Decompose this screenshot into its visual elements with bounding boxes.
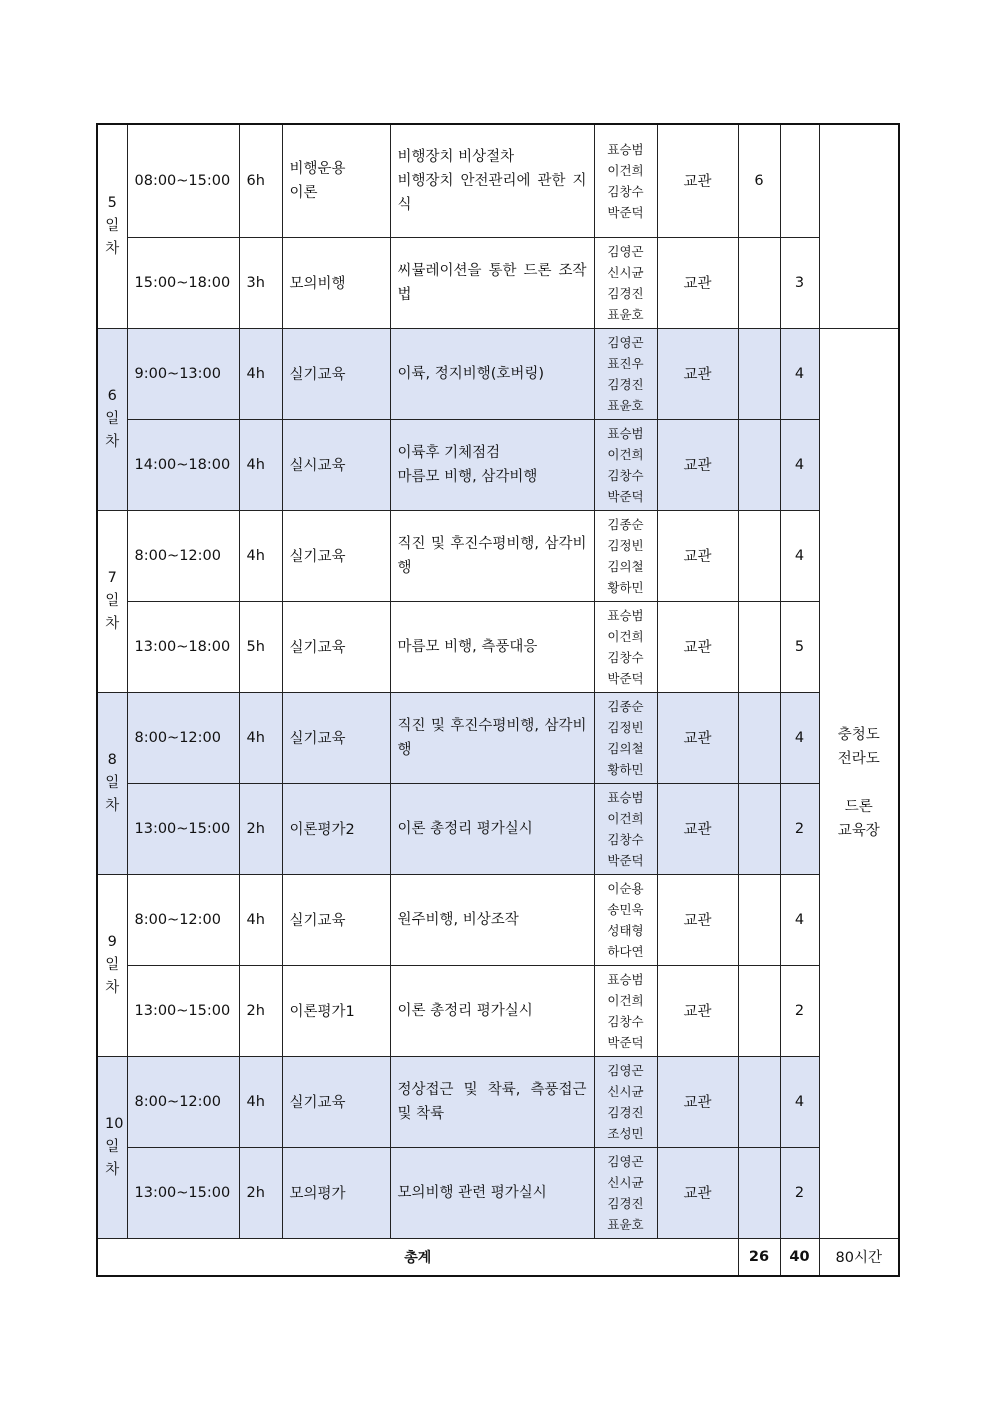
theory-hours-cell: [738, 1056, 780, 1147]
instructors-cell: 김영곤 신시균 김경진 표윤호: [594, 1147, 657, 1238]
description-cell: 비행장치 비상절차 비행장치 안전관리에 관한 지식: [390, 124, 594, 237]
subject-cell: 실시교육: [282, 419, 390, 510]
training-schedule-table: [96, 123, 900, 1277]
time-cell: 8:00~12:00: [127, 874, 239, 965]
subject-cell: 실기교육: [282, 692, 390, 783]
theory-hours-cell: [738, 874, 780, 965]
description-cell: 마름모 비행, 측풍대응: [390, 601, 594, 692]
practice-hours-cell: 4: [780, 419, 819, 510]
class-cell: 교관: [657, 124, 738, 237]
subject-cell: 이론평가1: [282, 965, 390, 1056]
table-row: [97, 419, 899, 510]
practice-hours-cell: 4: [780, 692, 819, 783]
practice-hours-cell: 2: [780, 1147, 819, 1238]
theory-hours-cell: [738, 1147, 780, 1238]
theory-hours-cell: 6: [738, 124, 780, 237]
total-theory-hours: 26: [738, 1238, 780, 1276]
day-label: 9일 차: [97, 874, 127, 1056]
hours-cell: 4h: [239, 1056, 282, 1147]
description-cell: 이륙, 정지비행(호버링): [390, 328, 594, 419]
instructors-cell: 김영곤 표진우 김경진 표윤호: [594, 328, 657, 419]
class-cell: 교관: [657, 237, 738, 328]
time-cell: 13:00~15:00: [127, 1147, 239, 1238]
practice-hours-cell: 2: [780, 783, 819, 874]
table-row: [97, 874, 899, 965]
hours-cell: 5h: [239, 601, 282, 692]
class-cell: 교관: [657, 601, 738, 692]
hours-cell: 2h: [239, 783, 282, 874]
practice-hours-cell: 3: [780, 237, 819, 328]
description-cell: 모의비행 관련 평가실시: [390, 1147, 594, 1238]
table-row: [97, 1056, 899, 1147]
hours-cell: 4h: [239, 419, 282, 510]
practice-hours-cell: 2: [780, 965, 819, 1056]
class-cell: 교관: [657, 1056, 738, 1147]
hours-cell: 4h: [239, 874, 282, 965]
theory-hours-cell: [738, 783, 780, 874]
time-cell: 08:00~15:00: [127, 124, 239, 237]
subject-cell: 실기교육: [282, 1056, 390, 1147]
table-row: [97, 237, 899, 328]
time-cell: 13:00~18:00: [127, 601, 239, 692]
description-cell: 직진 및 후진수평비행, 삼각비행: [390, 692, 594, 783]
table-row: [97, 601, 899, 692]
table-row: [97, 1147, 899, 1238]
class-cell: 교관: [657, 783, 738, 874]
theory-hours-cell: [738, 510, 780, 601]
hours-cell: 6h: [239, 124, 282, 237]
subject-cell: 이론평가2: [282, 783, 390, 874]
instructors-cell: 표승범 이건희 김창수 박준덕: [594, 601, 657, 692]
time-cell: 8:00~12:00: [127, 1056, 239, 1147]
time-cell: 8:00~12:00: [127, 510, 239, 601]
class-cell: 교관: [657, 419, 738, 510]
theory-hours-cell: [738, 237, 780, 328]
total-row: [97, 1238, 899, 1276]
class-cell: 교관: [657, 874, 738, 965]
hours-cell: 4h: [239, 328, 282, 419]
class-cell: 교관: [657, 1147, 738, 1238]
total-hours: 80시간: [819, 1238, 899, 1276]
table-row: [97, 510, 899, 601]
class-cell: 교관: [657, 965, 738, 1056]
practice-hours-cell: 4: [780, 874, 819, 965]
theory-hours-cell: [738, 419, 780, 510]
instructors-cell: 이순용 송민욱 성태형 하다연: [594, 874, 657, 965]
class-cell: 교관: [657, 510, 738, 601]
hours-cell: 4h: [239, 692, 282, 783]
description-cell: 이론 총정리 평가실시: [390, 965, 594, 1056]
subject-cell: 실기교육: [282, 874, 390, 965]
theory-hours-cell: [738, 328, 780, 419]
total-label: 총계: [97, 1238, 738, 1276]
instructors-cell: 김종순 김정빈 김의철 황하민: [594, 692, 657, 783]
hours-cell: 4h: [239, 510, 282, 601]
instructors-cell: 표승범 이건희 김창수 박준덕: [594, 124, 657, 237]
subject-cell: 모의비행: [282, 237, 390, 328]
subject-cell: 실기교육: [282, 328, 390, 419]
theory-hours-cell: [738, 692, 780, 783]
practice-hours-cell: 4: [780, 328, 819, 419]
instructors-cell: 표승범 이건희 김창수 박준덕: [594, 419, 657, 510]
description-cell: 정상접근 및 착륙, 측풍접근 및 착륙: [390, 1056, 594, 1147]
instructors-cell: 김종순 김정빈 김의철 황하민: [594, 510, 657, 601]
description-cell: 원주비행, 비상조작: [390, 874, 594, 965]
table-row: [97, 692, 899, 783]
hours-cell: 2h: [239, 965, 282, 1056]
time-cell: 15:00~18:00: [127, 237, 239, 328]
hours-cell: 2h: [239, 1147, 282, 1238]
time-cell: 13:00~15:00: [127, 783, 239, 874]
table-row: [97, 328, 899, 419]
practice-hours-cell: 5: [780, 601, 819, 692]
instructors-cell: 김영곤 신시균 김경진 조성민: [594, 1056, 657, 1147]
subject-cell: 실기교육: [282, 510, 390, 601]
table-row: [97, 965, 899, 1056]
time-cell: 14:00~18:00: [127, 419, 239, 510]
table-row: [97, 124, 899, 237]
day-label: 5 일 차: [97, 124, 127, 328]
instructors-cell: 김영곤 신시균 김경진 표윤호: [594, 237, 657, 328]
location-cell-empty: [819, 124, 899, 328]
day-label: 7 일 차: [97, 510, 127, 692]
table-row: [97, 783, 899, 874]
theory-hours-cell: [738, 601, 780, 692]
subject-cell: 모의평가: [282, 1147, 390, 1238]
class-cell: 교관: [657, 692, 738, 783]
instructors-cell: 표승범 이건희 김창수 박준덕: [594, 965, 657, 1056]
schedule-body: [97, 124, 899, 1276]
day-label: 8일 차: [97, 692, 127, 874]
day-label: 10 일 차: [97, 1056, 127, 1238]
time-cell: 13:00~15:00: [127, 965, 239, 1056]
description-cell: 이륙후 기체점검 마름모 비행, 삼각비행: [390, 419, 594, 510]
time-cell: 9:00~13:00: [127, 328, 239, 419]
description-cell: 이론 총정리 평가실시: [390, 783, 594, 874]
location-cell: 충청도 전라도 드론 교육장: [819, 328, 899, 1238]
total-practice-hours: 40: [780, 1238, 819, 1276]
subject-cell: 비행운용 이론: [282, 124, 390, 237]
instructors-cell: 표승범 이건희 김창수 박준덕: [594, 783, 657, 874]
subject-cell: 실기교육: [282, 601, 390, 692]
theory-hours-cell: [738, 965, 780, 1056]
practice-hours-cell: 4: [780, 510, 819, 601]
practice-hours-cell: [780, 124, 819, 237]
day-label: 6 일 차: [97, 328, 127, 510]
description-cell: 직진 및 후진수평비행, 삼각비행: [390, 510, 594, 601]
description-cell: 씨뮬레이션을 통한 드론 조작법: [390, 237, 594, 328]
practice-hours-cell: 4: [780, 1056, 819, 1147]
class-cell: 교관: [657, 328, 738, 419]
hours-cell: 3h: [239, 237, 282, 328]
time-cell: 8:00~12:00: [127, 692, 239, 783]
